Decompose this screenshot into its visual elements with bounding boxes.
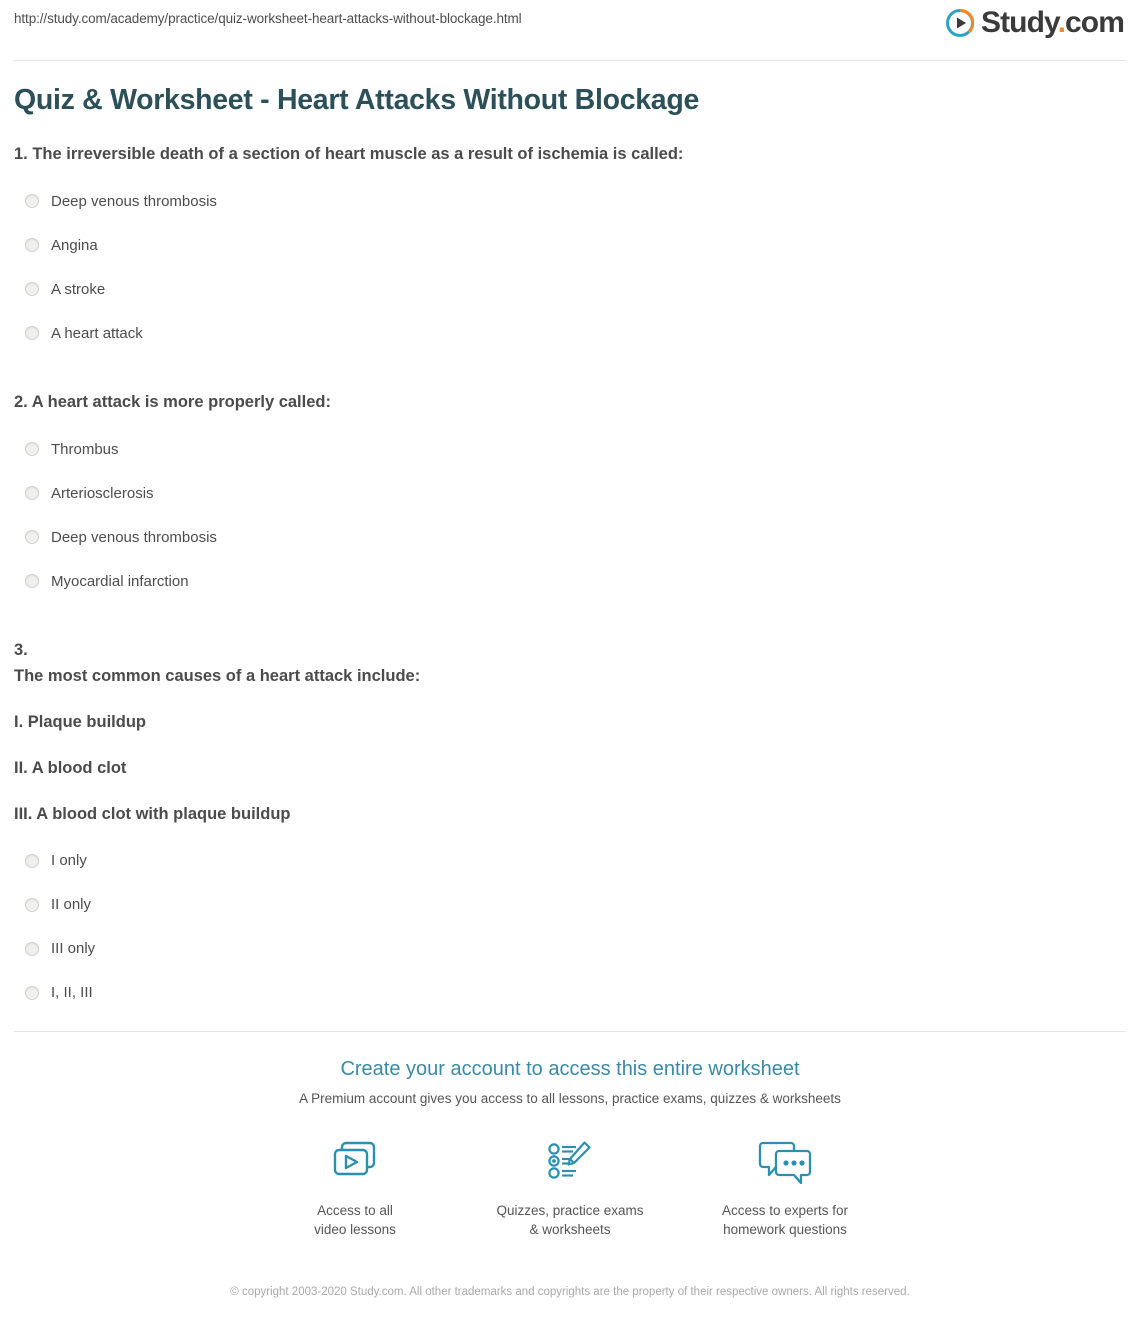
feature-label-line1: Quizzes, practice exams <box>496 1202 644 1218</box>
option-label: Myocardial infarction <box>51 572 189 590</box>
page-url: http://study.com/academy/practice/quiz-worksheet-heart-attacks-without-blockage.html <box>14 11 522 26</box>
radio-icon[interactable] <box>25 530 39 544</box>
option-row[interactable] <box>14 839 1126 883</box>
study-com-logo[interactable] <box>946 8 1124 38</box>
question-1-options <box>14 179 1126 355</box>
option-row[interactable] <box>14 559 1126 603</box>
feature-label-line1: Access to experts for <box>721 1202 849 1218</box>
question-spacer <box>14 619 1126 639</box>
feature-video-lessons <box>248 1132 463 1240</box>
question-2-text: 2. A heart attack is more properly called: <box>14 393 331 412</box>
header-divider <box>14 60 1126 61</box>
feature-list <box>14 1132 1126 1240</box>
option-row[interactable] <box>14 971 1126 1015</box>
video-lessons-icon <box>248 1132 463 1192</box>
option-label: I, II, III <box>51 984 93 1002</box>
question-spacer <box>14 371 1126 391</box>
radio-icon[interactable] <box>25 942 39 956</box>
feature-experts <box>678 1132 893 1240</box>
logo-dot: . <box>1057 6 1065 39</box>
logo-wordmark <box>981 8 1124 38</box>
option-row[interactable] <box>14 427 1126 471</box>
feature-label <box>678 1201 893 1240</box>
page-header <box>0 0 1140 60</box>
option-row[interactable] <box>14 883 1126 927</box>
option-label: I only <box>51 852 87 870</box>
option-row[interactable] <box>14 223 1126 267</box>
radio-icon[interactable] <box>25 986 39 1000</box>
radio-icon[interactable] <box>25 442 39 456</box>
radio-icon[interactable] <box>25 854 39 868</box>
page-title: Quiz & Worksheet - Heart Attacks Without Blockage <box>14 84 699 116</box>
option-row[interactable] <box>14 179 1126 223</box>
chat-bubbles-icon <box>678 1132 893 1192</box>
logo-com: com <box>1065 6 1124 39</box>
cta-section <box>14 1032 1126 1302</box>
option-row[interactable] <box>14 267 1126 311</box>
option-row[interactable] <box>14 927 1126 971</box>
feature-label-line2: & worksheets <box>529 1222 611 1238</box>
option-label: III only <box>51 940 96 958</box>
question-3-stem-1: I. Plaque buildup <box>14 712 146 731</box>
radio-icon[interactable] <box>25 194 39 208</box>
option-label: Deep venous thrombosis <box>51 192 217 210</box>
option-row[interactable] <box>14 471 1126 515</box>
question-3-options <box>14 839 1126 1015</box>
option-row[interactable] <box>14 311 1126 355</box>
question-3-number: 3. <box>14 641 28 660</box>
option-row[interactable] <box>14 515 1126 559</box>
question-3 <box>14 639 1126 1015</box>
option-label: A heart attack <box>51 324 143 342</box>
option-label: Thrombus <box>51 440 119 458</box>
feature-label <box>463 1201 678 1240</box>
question-3-stem-3: III. A blood clot with plaque buildup <box>14 804 291 823</box>
question-3-prompt: The most common causes of a heart attack include: <box>14 666 421 685</box>
radio-icon[interactable] <box>25 574 39 588</box>
feature-quizzes <box>463 1132 678 1240</box>
option-label: Deep venous thrombosis <box>51 528 217 546</box>
cta-subtitle: A Premium account gives you access to all lessons, practice exams, quizzes & worksheets <box>299 1090 841 1106</box>
question-1 <box>14 143 1126 355</box>
question-2-options <box>14 427 1126 603</box>
logo-name: Study <box>980 6 1058 39</box>
question-2 <box>14 391 1126 603</box>
feature-label-line2: homework questions <box>723 1222 847 1238</box>
feature-label-line1: Access to all <box>317 1202 393 1218</box>
feature-label <box>248 1201 463 1240</box>
radio-icon[interactable] <box>25 898 39 912</box>
play-circle-icon <box>946 9 974 37</box>
create-account-link[interactable]: Create your account to access this entire worksheet <box>340 1057 800 1080</box>
option-label: A stroke <box>51 280 106 298</box>
radio-icon[interactable] <box>25 326 39 340</box>
question-1-text: 1. The irreversible death of a section of heart muscle as a result of ischemia is called: <box>14 145 684 164</box>
radio-icon[interactable] <box>25 486 39 500</box>
radio-icon[interactable] <box>25 238 39 252</box>
option-label: Arteriosclerosis <box>51 484 154 502</box>
quiz-body <box>14 117 1126 1014</box>
feature-label-line2: video lessons <box>314 1222 396 1238</box>
radio-icon[interactable] <box>25 282 39 296</box>
quiz-pencil-icon <box>463 1132 678 1192</box>
option-label: II only <box>51 896 92 914</box>
copyright-text: © copyright 2003-2020 Study.com. All other trademarks and copyrights are the property of their respective owners. All rights reserved. <box>230 1285 910 1298</box>
question-3-stem-2: II. A blood clot <box>14 758 127 777</box>
option-label: Angina <box>51 236 98 254</box>
